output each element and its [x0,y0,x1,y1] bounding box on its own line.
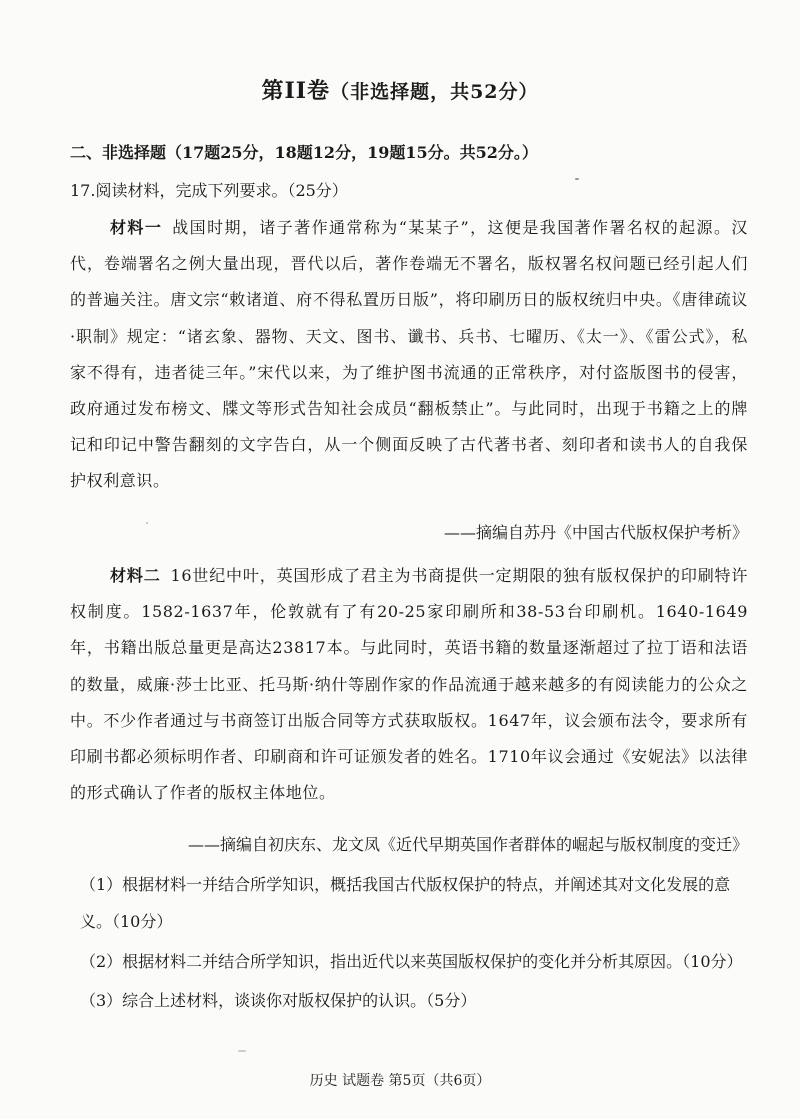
material-one-text: 战国时期，诸子著作通常称为“某某子”，这便是我国著作署名权的起源。汉代，卷端署名之例大量出现，晋代以后，著作卷端无不署名，版权署名权问题已经引起人们的普遍关注。唐文宗“敕诸道、府不得私置历日版”，将印刷历日的版权统归中央。《唐律疏议·职制》规定：“诸玄象、器物、天文、图书、谶书、兵书、七曜历、《太一》、《雷公式》，私家不得有，违者徒三年。”宋代以来，为了维护图书流通的正常秩序，对付盗版图书的侵害，政府通过发布榜文、牒文等形式告知社会成员“翻板禁止”。与此同时，出现于书籍之上的牌记和印记中警告翻刻的文字告白，从一个侧面反映了古代著书者、刻印者和读书人的自我保护权利意识。 [70,218,748,491]
question-17-prompt: 17.阅读材料，完成下列要求。（25分） [70,181,348,200]
scan-speck [238,1050,246,1052]
material-two-source: ——摘编自初庆东、龙文凤《近代早期英国作者群体的崛起与版权制度的变迁》 [187,835,748,854]
material-two-label: 材料二 [110,566,161,585]
material-two-text: 16世纪中叶，英国形成了君主为书商提供一定期限的独有版权保护的印刷特许权制度。1582-1637年，伦敦就有了有20-25家印刷所和38-53台印刷机。1640-1649年，书籍出版总量更是高达23817本。与此同时，英语书籍的数量逐渐超过了拉丁语和法语的数量，威廉·莎士比亚、托马斯·纳什等剧作家的作品流通于越来越多的有阅读能力的公众之中。不少作者通过与书商签订出版合同等方式获取版权。1647年，议会颁布法令，要求所有印刷书都必须标明作者、印刷商和许可证颁发者的姓名。1710年议会通过《安妮法》以法律的形式确认了作者的版权主体地位。 [70,566,748,803]
scan-speck [575,178,579,180]
material-one-source: ——摘编自苏丹《中国古代版权保护考析》 [443,523,748,542]
section-heading: 二、非选择题（17题25分，18题12分，19题15分。共52分。） [70,143,538,162]
page-footer: 历史 试题卷 第5页（共6页） [309,1073,491,1089]
material-one [70,210,748,500]
scan-speck [146,522,148,524]
material-two [70,558,748,811]
sub-question-1: （1）根据材料一并结合所学知识，概括我国古代版权保护的特点，并阐述其对文化发展的意义。（10分） [80,875,731,931]
material-one-label: 材料一 [110,218,163,237]
volume-subtitle: （非选择题，共52分） [330,81,539,103]
page-title [0,74,800,105]
sub-question-3: （3）综合上述材料，谈谈你对版权保护的认识。（5分） [80,991,477,1010]
volume-title: 第II卷 [261,78,331,104]
sub-question-2: （2）根据材料二并结合所学知识，指出近代以来英国版权保护的变化并分析其原因。（10分） [80,952,743,971]
